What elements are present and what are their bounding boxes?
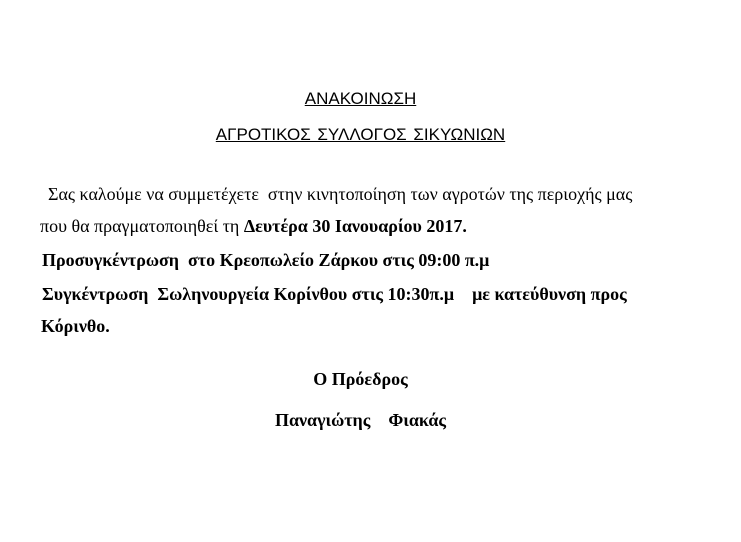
event-date: Δευτέρα 30 Ιανουαρίου 2017.: [243, 216, 467, 236]
body-line-gathering: Συγκέντρωση Σωληνουργεία Κορίνθου στις 10:30π.μ με κατεύθυνση προς: [42, 284, 627, 304]
date-intro-text: που θα πραγματοποιηθεί τη: [40, 216, 244, 236]
body-line-date: [40, 216, 467, 237]
announcement-title: ΑΝΑΚΟΙΝΩΣΗ: [304, 89, 417, 108]
body-line-pre-gathering: Προσυγκέντρωση στο Κρεοπωλείο Ζάρκου στις 09:00 π.μ: [42, 250, 490, 270]
body-line-invitation: Σας καλούμε να συμμετέχετε στην κινητοποίηση των αγροτών της περιοχής μας: [48, 184, 633, 204]
organization-name: ΑΓΡΟΤΙΚΟΣ ΣΥΛΛΟΓΟΣ ΣΙΚΥΩΝΙΩΝ: [215, 125, 506, 144]
body-line-destination: Κόρινθο.: [41, 316, 110, 336]
signature-role: Ο Πρόεδρος: [313, 369, 408, 389]
signature-name: Παναγιώτης Φιακάς: [274, 410, 447, 430]
